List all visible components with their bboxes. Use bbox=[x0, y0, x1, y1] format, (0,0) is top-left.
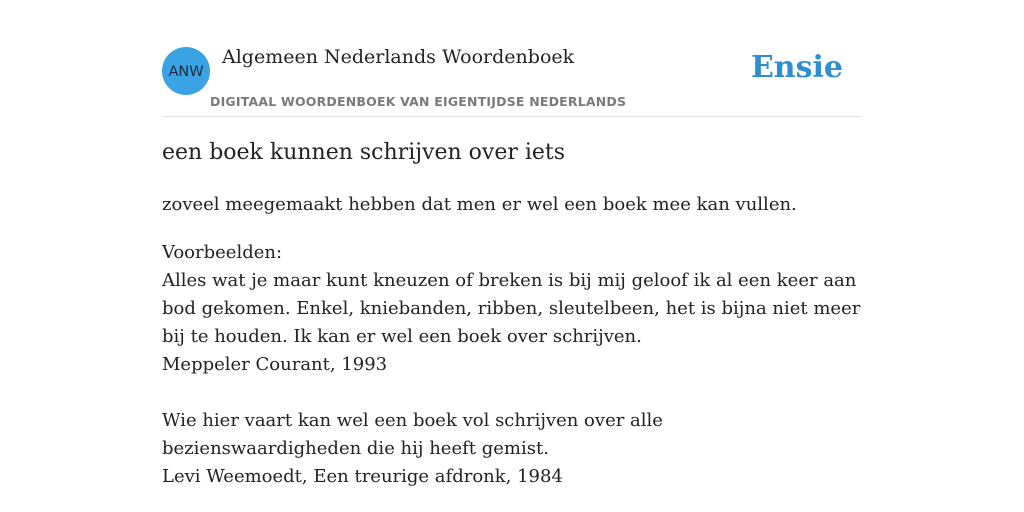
example-text: Wie hier vaart kan wel een boek vol schrijven over alle bezienswaardigheden die hij heeft gemist. bbox=[162, 410, 663, 459]
example-item bbox=[162, 407, 862, 491]
dictionary-header bbox=[162, 0, 862, 117]
example-text: Alles wat je maar kunt kneuzen of breken is bij mij geloof ik al een keer aan bod gekomen. Enkel, kniebanden, ribben, sleutelbeen, het is bijna niet meer bij te houden. Ik kan er wel een boek over schrijven. bbox=[162, 270, 861, 347]
examples-label: Voorbeelden: bbox=[162, 242, 283, 263]
examples-section bbox=[162, 239, 862, 491]
dictionary-name: Algemeen Nederlands Woordenboek bbox=[222, 46, 575, 68]
example-source: Meppeler Courant, 1993 bbox=[162, 354, 388, 375]
dictionary-subtitle: DIGITAAL WOORDENBOEK VAN EIGENTIJDSE NEDERLANDS bbox=[210, 94, 627, 109]
example-item bbox=[162, 267, 862, 379]
example-source: Levi Weemoedt, Een treurige afdronk, 1984 bbox=[162, 466, 563, 487]
anw-logo bbox=[162, 47, 210, 95]
ensie-brand-logo: Ensie bbox=[750, 50, 843, 85]
entry-term: een boek kunnen schrijven over iets bbox=[162, 140, 566, 165]
anw-logo-text: ANW bbox=[168, 64, 204, 80]
anw-logo-mark bbox=[162, 47, 210, 95]
entry-definition: zoveel meegemaakt hebben dat men er wel een boek mee kan vullen. bbox=[162, 194, 797, 215]
entry-card bbox=[162, 0, 862, 512]
